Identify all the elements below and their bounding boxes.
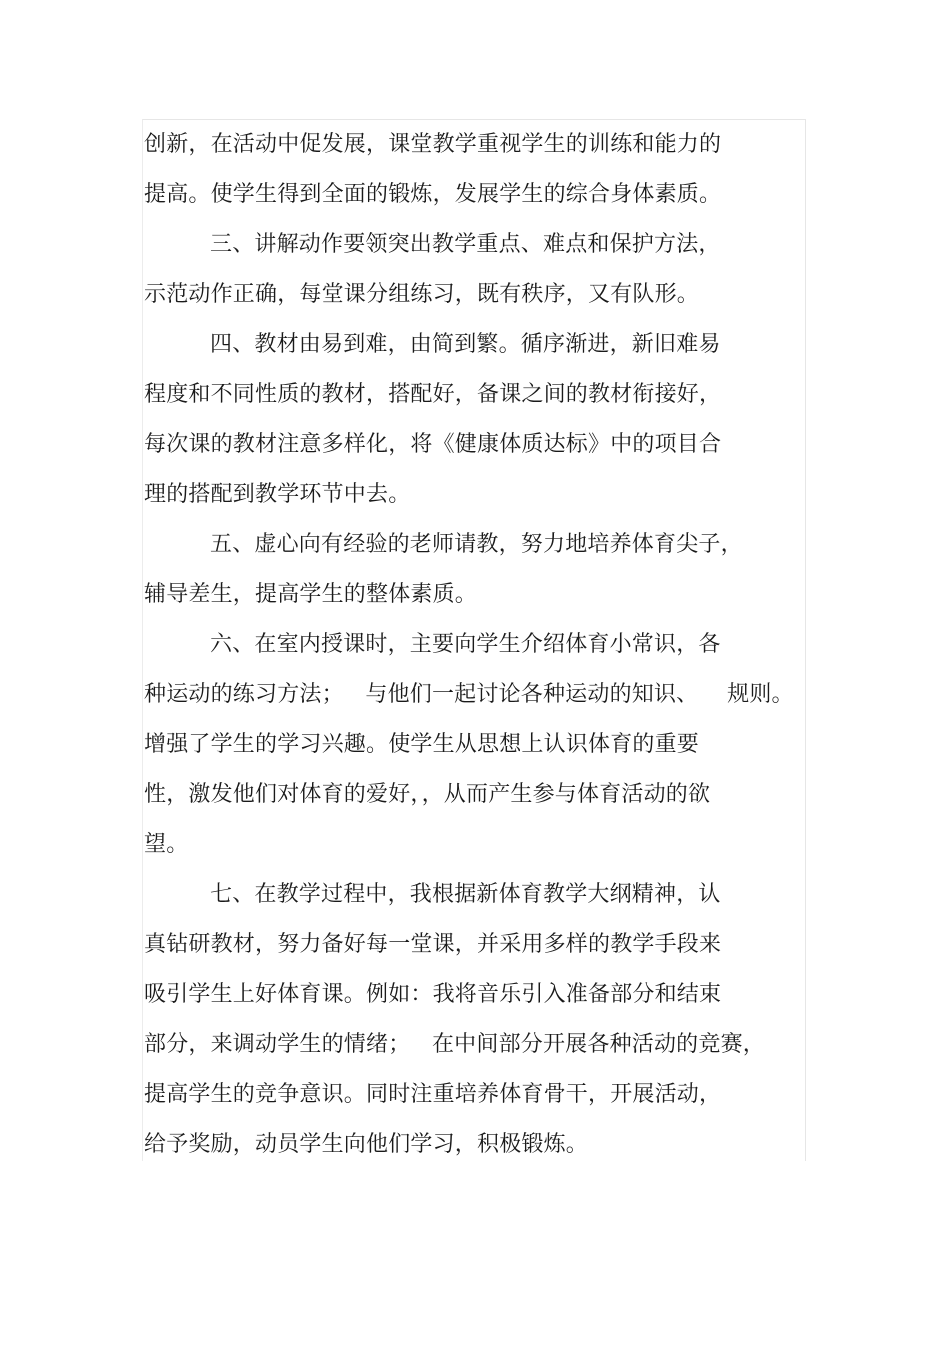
text-line: 望。 bbox=[144, 832, 189, 857]
text-line: 性，激发他们对体育的爱好，，从而产生参与体育活动的欲 bbox=[144, 782, 711, 807]
text-line: 吸引学生上好体育课。例如：我将音乐引入准备部分和结束 bbox=[144, 982, 722, 1007]
document-body bbox=[144, 124, 844, 1174]
text-line: 增强了学生的学习兴趣。使学生从思想上认识体育的重要 bbox=[144, 732, 700, 757]
text-line: 七、在教学过程中，我根据新体育教学大纲精神，认 bbox=[210, 882, 721, 907]
text-line: 每次课的教材注意多样化，将《健康体质达标》中的项目合 bbox=[144, 432, 722, 457]
text-line: 真钻研教材，努力备好每一堂课，并采用多样的教学手段来 bbox=[144, 932, 722, 957]
text-line: 给予奖励，动员学生向他们学习，积极锻炼。 bbox=[144, 1132, 589, 1157]
text-line: 提高。使学生得到全面的锻炼，发展学生的综合身体素质。 bbox=[144, 182, 722, 207]
text-line: 辅导差生，提高学生的整体素质。 bbox=[144, 582, 478, 607]
text-line: 四、教材由易到难，由简到繁。循序渐进，新旧难易 bbox=[210, 332, 721, 357]
text-line: 三、讲解动作要领突出教学重点、难点和保护方法， bbox=[210, 232, 721, 257]
text-line: 五、虚心向有经验的老师请教，努力地培养体育尖子， bbox=[210, 532, 743, 557]
text-line: 创新，在活动中促发展，课堂教学重视学生的训练和能力的 bbox=[144, 132, 722, 157]
text-line: 种运动的练习方法； 与他们一起讨论各种运动的知识、 规则。 bbox=[144, 682, 794, 707]
text-line: 示范动作正确，每堂课分组练习，既有秩序，又有队形。 bbox=[144, 282, 700, 307]
text-line: 理的搭配到教学环节中去。 bbox=[144, 482, 411, 507]
text-line: 六、在室内授课时，主要向学生介绍体育小常识，各 bbox=[210, 632, 721, 657]
text-line: 提高学生的竞争意识。同时注重培养体育骨干，开展活动， bbox=[144, 1082, 722, 1107]
text-line: 部分，来调动学生的情绪； 在中间部分开展各种活动的竞赛， bbox=[144, 1032, 765, 1057]
text-line: 程度和不同性质的教材，搭配好，备课之间的教材衔接好， bbox=[144, 382, 722, 407]
